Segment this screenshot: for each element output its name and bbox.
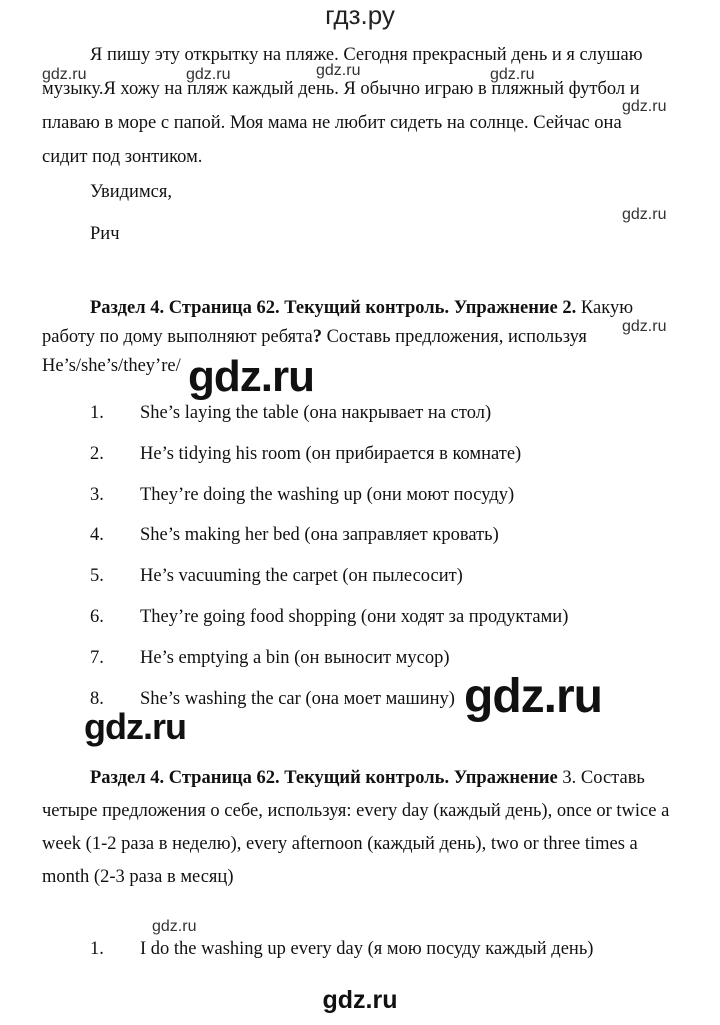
section3-num: 3. <box>557 768 577 788</box>
site-title: гдз.ру <box>325 0 395 30</box>
watermark: gdz.ru <box>316 62 361 79</box>
list-item-number: 3. <box>90 484 104 505</box>
list-item <box>42 523 662 549</box>
list-item <box>42 401 662 427</box>
watermark: gdz.ru <box>42 66 87 83</box>
watermark-large: gdz.ru <box>464 670 602 723</box>
section2-qmark: ? <box>312 327 322 347</box>
watermark: gdz.ru <box>152 918 197 935</box>
list-item-number: 1. <box>90 939 104 959</box>
list-item <box>42 937 662 963</box>
list-item-text: They’re doing the washing up (они моют посуду) <box>140 484 515 505</box>
letter-closing: Увидимся, <box>90 182 173 202</box>
watermark: gdz.ru <box>622 206 667 223</box>
list-item-number: 7. <box>90 647 104 668</box>
list-item-number: 1. <box>90 403 104 423</box>
list-item-text: He’s vacuuming the carpet (он пылесосит) <box>140 566 463 587</box>
section2-heading: Раздел 4. Страница 62. Текущий контроль. Упражнение 2. <box>90 298 577 318</box>
list-item-text: She’s laying the table (она накрывает на стол) <box>140 403 492 423</box>
list-item <box>42 646 662 672</box>
watermark: gdz.ru <box>490 66 535 83</box>
watermark: gdz.ru <box>622 318 667 335</box>
list-item-number: 5. <box>90 566 104 587</box>
list-item-number: 2. <box>90 443 104 464</box>
list-item-number: 8. <box>90 688 104 709</box>
list-item-number: 6. <box>90 607 104 627</box>
list-item <box>42 605 662 631</box>
section3-task-text: Составь четыре предложения о себе, используя: every day (каждый день), once or twice a week (1-2 раза в неделю), every afternoon (каждый день), two or three times a month (2-3 раза в месяц) <box>42 768 670 887</box>
section3-task <box>42 762 670 894</box>
section2-task-text-2: Составь предложения, используя He’s/she’s/they’re/ <box>42 327 587 376</box>
footer-watermark: gdz.ru <box>322 986 398 1014</box>
watermark-large: gdz.ru <box>84 706 186 747</box>
letter-signature: Рич <box>90 224 120 244</box>
list-item-text: I do the washing up every day (я мою посуду каждый день) <box>140 939 594 959</box>
list-item-text: She’s washing the car (она моет машину) <box>140 688 455 709</box>
list-item-text: She’s making her bed (она заправляет кровать) <box>140 525 499 546</box>
section3-heading: Раздел 4. Страница 62. Текущий контроль. Упражнение <box>90 768 558 788</box>
list-item <box>42 483 662 509</box>
list-item-text: He’s emptying a bin (он выносит мусор) <box>140 647 450 668</box>
list-item-text: They’re going food shopping (они ходят за продуктами) <box>140 607 569 627</box>
list-item <box>42 442 662 468</box>
list-item-number: 4. <box>90 525 104 546</box>
watermark: gdz.ru <box>622 98 667 115</box>
letter-body: Я пишу эту открытку на пляже. Сегодня прекрасный день и я слушаю музыку.Я хожу на пляж каждый день. Я обычно играю в пляжный футбол и плаваю в море с папой. Моя мама не любит сидеть на солнце. Сейчас она сидит под зонтиком. <box>42 45 643 167</box>
watermark: gdz.ru <box>186 66 231 83</box>
watermark-large: gdz.ru <box>188 352 314 401</box>
section2-task <box>42 294 670 381</box>
list-item <box>42 564 662 590</box>
section2-task-text: Какую работу по дому выполняют ребята <box>42 298 634 347</box>
list-item-text: He’s tidying his room (он прибирается в комнате) <box>140 443 522 464</box>
